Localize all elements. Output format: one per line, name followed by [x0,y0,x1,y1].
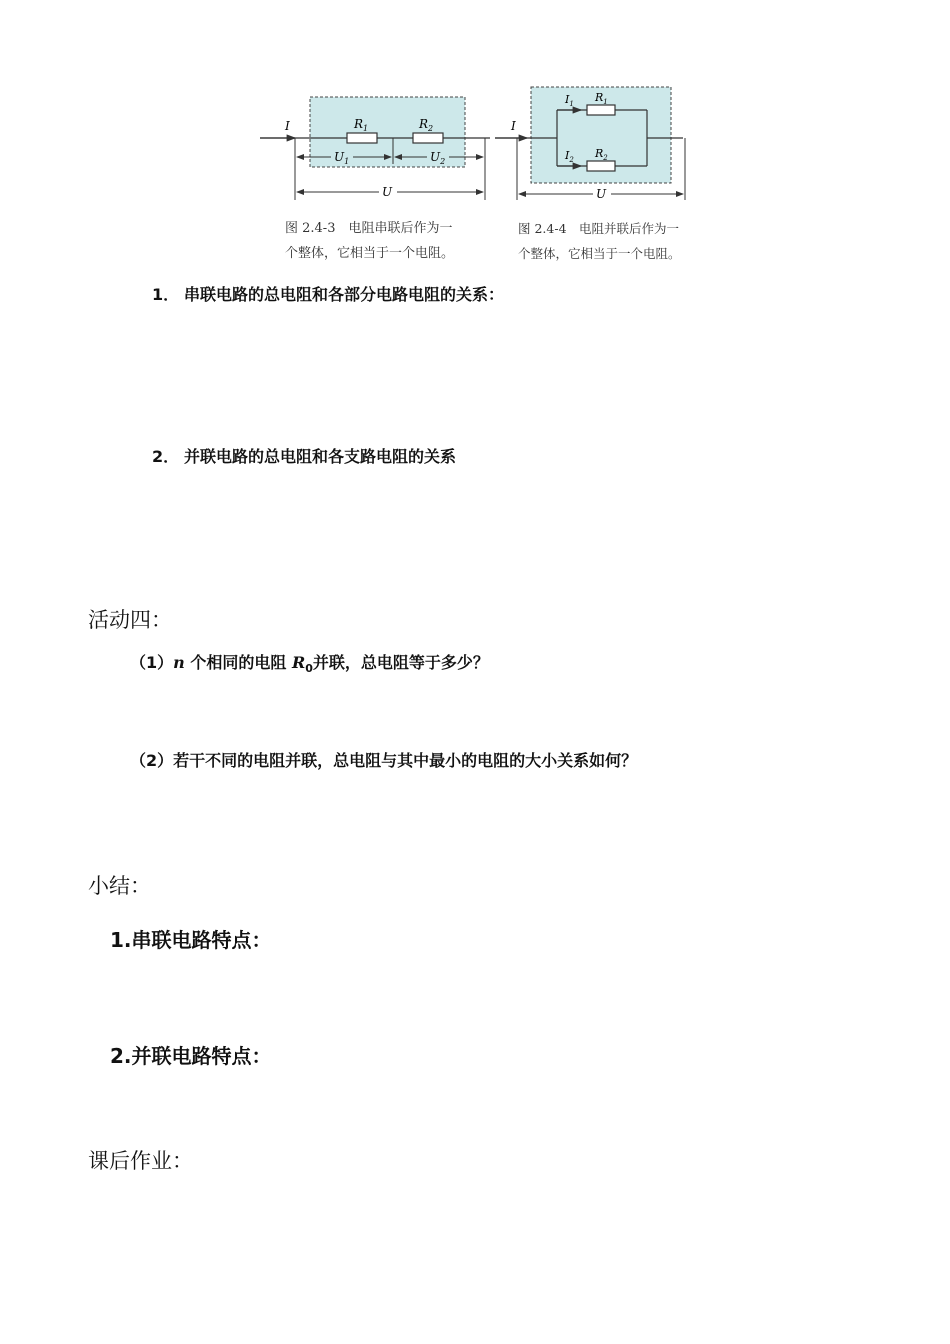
activity4-heading: 活动四： [88,608,172,632]
parallel-caption-line2: 个整体，它相当于一个电阻。 [518,246,681,261]
parallel-r1-sub: 1 [603,98,608,106]
summary-heading: 小结： [88,874,151,898]
parallel-r2-label: R [595,147,604,160]
question-1 [152,282,504,305]
series-r2-sub: 2 [428,124,434,133]
parallel-figure-caption [518,216,698,266]
activity4-question-1 [130,650,489,675]
series-u1-label: U [334,150,345,164]
question-2-number: 2． [152,447,180,466]
activity4-q1-suffix: 并联，总电阻等于多少？ [312,653,489,672]
homework-heading: 课后作业： [88,1149,193,1173]
series-circuit-diagram [260,97,490,200]
question-1-number: 1． [152,285,180,304]
series-u2-sub: 2 [440,157,446,166]
summary-item-parallel: 2.并联电路特点： [110,1044,272,1068]
series-r2-label: R [419,117,429,131]
series-r1-label: R [354,117,364,131]
parallel-resistor-r2 [587,161,615,171]
series-r1-sub: 1 [363,124,369,133]
activity4-q1-var-n: n [173,653,185,672]
series-u1-sub: 1 [344,157,350,166]
activity4-question-2: （2）若干不同的电阻并联，总电阻与其中最小的电阻的大小关系如何？ [130,751,638,770]
parallel-current-label: I [511,119,516,133]
circuit-diagrams-svg [255,82,695,212]
parallel-i2-label: I [565,149,570,162]
series-u2-label: U [430,150,441,164]
series-caption-line1: 图 2.4-3 电阻串联后作为一 [285,221,453,236]
question-2 [152,444,456,467]
series-current-label: I [285,119,290,133]
question-1-text: 串联电路的总电阻和各部分电路电阻的关系： [184,285,505,304]
activity4-q1-prefix: （1） [130,653,174,672]
parallel-u-label: U [596,187,607,201]
parallel-i2-sub: 2 [569,156,574,164]
summary-item-series: 1.串联电路特点： [110,928,272,952]
parallel-resistor-r1 [587,105,615,115]
series-resistor-r2 [413,133,443,143]
parallel-caption-line1: 图 2.4-4 电阻并联后作为一 [518,221,680,236]
parallel-circuit-diagram [495,87,685,202]
question-2-text: 并联电路的总电阻和各支路电阻的关系 [184,447,457,466]
series-u-label: U [382,185,393,199]
parallel-r1-label: R [595,91,604,104]
parallel-r2-sub: 2 [603,154,608,162]
activity4-q1-var-r-sub: 0 [305,662,313,676]
series-resistor-r1 [347,133,377,143]
activity4-q1-var-r: R [291,653,306,672]
activity4-q1-mid: 个相同的电阻 [184,653,292,672]
parallel-i1-sub: 1 [569,100,574,108]
series-caption-line2: 个整体，它相当于一个电阻。 [285,246,455,261]
parallel-i1-label: I [565,93,570,106]
circuit-figures [255,82,695,264]
series-figure-caption [285,216,495,266]
